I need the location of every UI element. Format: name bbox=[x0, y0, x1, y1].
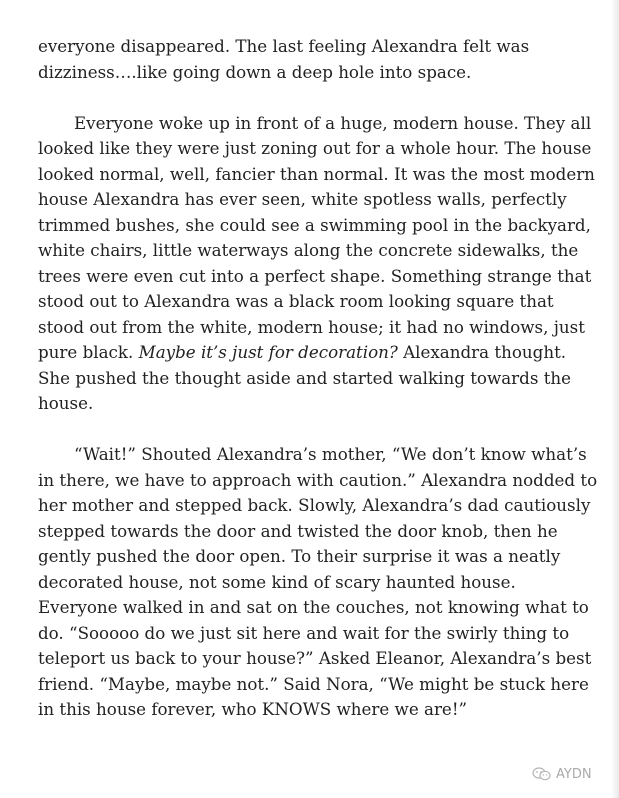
watermark-label: AYDN bbox=[556, 766, 592, 782]
paragraph-1 bbox=[38, 34, 598, 85]
paragraph-2 bbox=[38, 111, 598, 417]
story-text bbox=[38, 34, 598, 723]
paragraph-3-text: “Wait!” Shouted Alexandra’s mother, “We don’t know what’s in there, we have to approach with caution.” Alexandra nodded to her mother and stepped back. Slowly, Alexandra’s dad cautiously stepped towards the door and twisted the door knob, then he gently pushed the door open. To their surprise it was a neatly decorated house, not some kind of scary haunted house. Everyone walked in and sat on the couches, not knowing what to do. “Sooooo do we just sit here and wait for the swirly thing to teleport us back to your house?” Asked Eleanor, Alexandra’s best friend. “Maybe, maybe not.” Said Nora, “We might be stuck here in this house forever, who KNOWS where we are!” bbox=[38, 444, 598, 719]
paragraph-2-text-end: Alexandra thought. She pushed the thought aside and started walking towards the house. bbox=[38, 342, 572, 413]
paragraph-1-text: everyone disappeared. The last feeling Alexandra felt was dizziness….like going down a deep hole into space. bbox=[38, 36, 530, 82]
paragraph-2-italic-thought: Maybe it’s just for decoration? bbox=[138, 342, 398, 362]
wechat-icon bbox=[532, 767, 552, 781]
watermark bbox=[532, 764, 592, 784]
paragraph-3 bbox=[38, 442, 598, 723]
paragraph-2-text-start: Everyone woke up in front of a huge, modern house. They all looked like they were just zoning out for a whole hour. The house looked normal, well, fancier than normal. It was the most modern house Alexandra has ever seen, white spotless walls, perfectly trimmed bushes, she could see a swimming pool in the backyard, white chairs, little waterways along the concrete sidewalks, the trees were even cut into a perfect shape. Something strange that stood out to Alexandra was a black room looking square that stood out from the white, modern house; it had no windows, just pure black. bbox=[38, 112, 595, 362]
page-edge-shadow bbox=[611, 0, 619, 798]
